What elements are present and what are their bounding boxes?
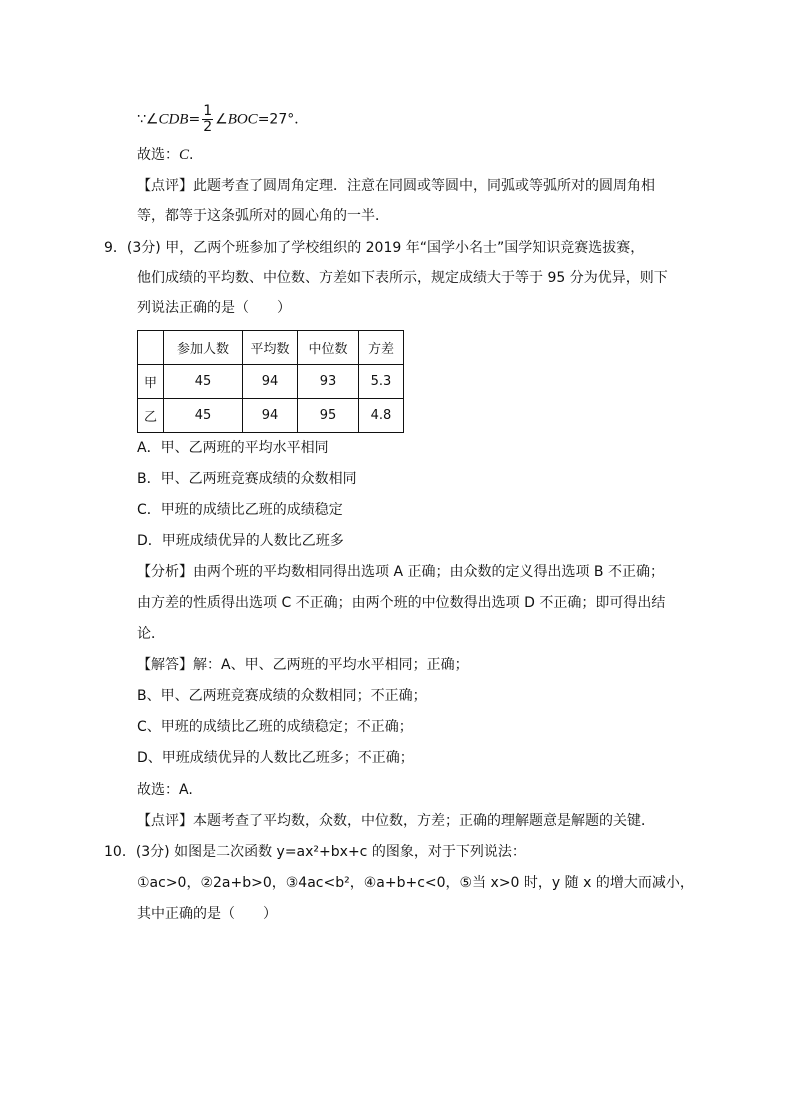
analysis-line: 【分析】由两个班的平均数相同得出选项 A 正确；由众数的定义得出选项 B 不正确；	[137, 564, 664, 580]
option-b: B．甲、乙两班竞赛成绩的众数相同	[137, 471, 357, 487]
table-header-row	[138, 331, 404, 365]
solution-line: 【解答】解：A、甲、乙两班的平均水平相同；正确；	[137, 657, 469, 673]
fraction	[202, 104, 213, 135]
table-header: 平均数	[243, 331, 298, 365]
option-a: A．甲、乙两班的平均水平相同	[137, 440, 329, 456]
analysis-line: 论．	[137, 626, 165, 642]
option-d: D．甲班成绩优异的人数比乙班多	[137, 533, 344, 549]
choice-answer: C	[179, 147, 190, 163]
question-stem: 10．(3分) 如图是二次函数 y=ax²+bx+c 的图象，对于下列说法：	[104, 844, 526, 860]
solution-line: B、甲、乙两班竞赛成绩的众数相同；不正确；	[137, 688, 427, 704]
table-header: 中位数	[298, 331, 359, 365]
question-stem: 他们成绩的平均数、中位数、方差如下表所示，规定成绩大于等于 95 分为优异，则下	[137, 270, 668, 286]
comment-line: 等，都等于这条弧所对的圆心角的一半．	[137, 208, 389, 224]
comment-line: 【点评】此题考查了圆周角定理．注意在同圆或等圆中，同弧或等弧所对的圆周角相	[137, 178, 655, 194]
formula-line	[137, 104, 308, 135]
angle-symbol: ∠	[215, 111, 228, 128]
scores-table	[137, 330, 404, 433]
var-boc: BOC	[227, 111, 258, 128]
table-cell: 乙	[138, 399, 164, 433]
question-stem: 9．(3分) 甲，乙两个班参加了学校组织的 2019 年“国学小名士”国学知识竞赛选拔赛，	[104, 240, 645, 256]
question-stem: ①ac>0，②2a+b>0，③4ac<b²，④a+b+c<0，⑤当 x>0 时，y 随 x 的增大而减小，	[137, 875, 694, 891]
var-cdb: CDB	[158, 111, 189, 128]
choice-suffix: .	[189, 147, 194, 163]
analysis-line: 由方差的性质得出选项 C 不正确；由两个班的中位数得出选项 D 不正确；即可得出结	[137, 595, 666, 611]
denominator: 2	[203, 119, 213, 135]
table-cell: 94	[243, 365, 298, 399]
table-cell: 5.3	[359, 365, 404, 399]
table-cell: 45	[164, 365, 243, 399]
table-cell: 45	[164, 399, 243, 433]
question-stem: 其中正确的是（ ）	[137, 906, 277, 922]
table-cell: 93	[298, 365, 359, 399]
option-c: C．甲班的成绩比乙班的成绩稳定	[137, 502, 343, 518]
table-row	[138, 365, 404, 399]
choice-prefix: 故选：	[137, 147, 179, 163]
result: =27°．	[257, 111, 309, 128]
table-row	[138, 399, 404, 433]
comment-line: 【点评】本题考查了平均数，众数，中位数，方差；正确的理解题意是解题的关键．	[137, 813, 655, 829]
solution-line: C、甲班的成绩比乙班的成绩稳定；不正确；	[137, 719, 413, 735]
because-symbol: ∵∠	[137, 111, 159, 128]
equals: =	[188, 111, 201, 128]
table-cell: 4.8	[359, 399, 404, 433]
solution-line: D、甲班成绩优异的人数比乙班多；不正确；	[137, 750, 414, 766]
table-header: 方差	[359, 331, 404, 365]
table-cell: 95	[298, 399, 359, 433]
table-header	[138, 331, 164, 365]
table-cell: 94	[243, 399, 298, 433]
solution-line: 故选：A.	[137, 782, 193, 798]
table-cell: 甲	[138, 365, 164, 399]
question-stem: 列说法正确的是（ ）	[137, 300, 291, 316]
numerator: 1	[203, 103, 213, 119]
table-header: 参加人数	[164, 331, 243, 365]
choice-line	[137, 146, 193, 164]
